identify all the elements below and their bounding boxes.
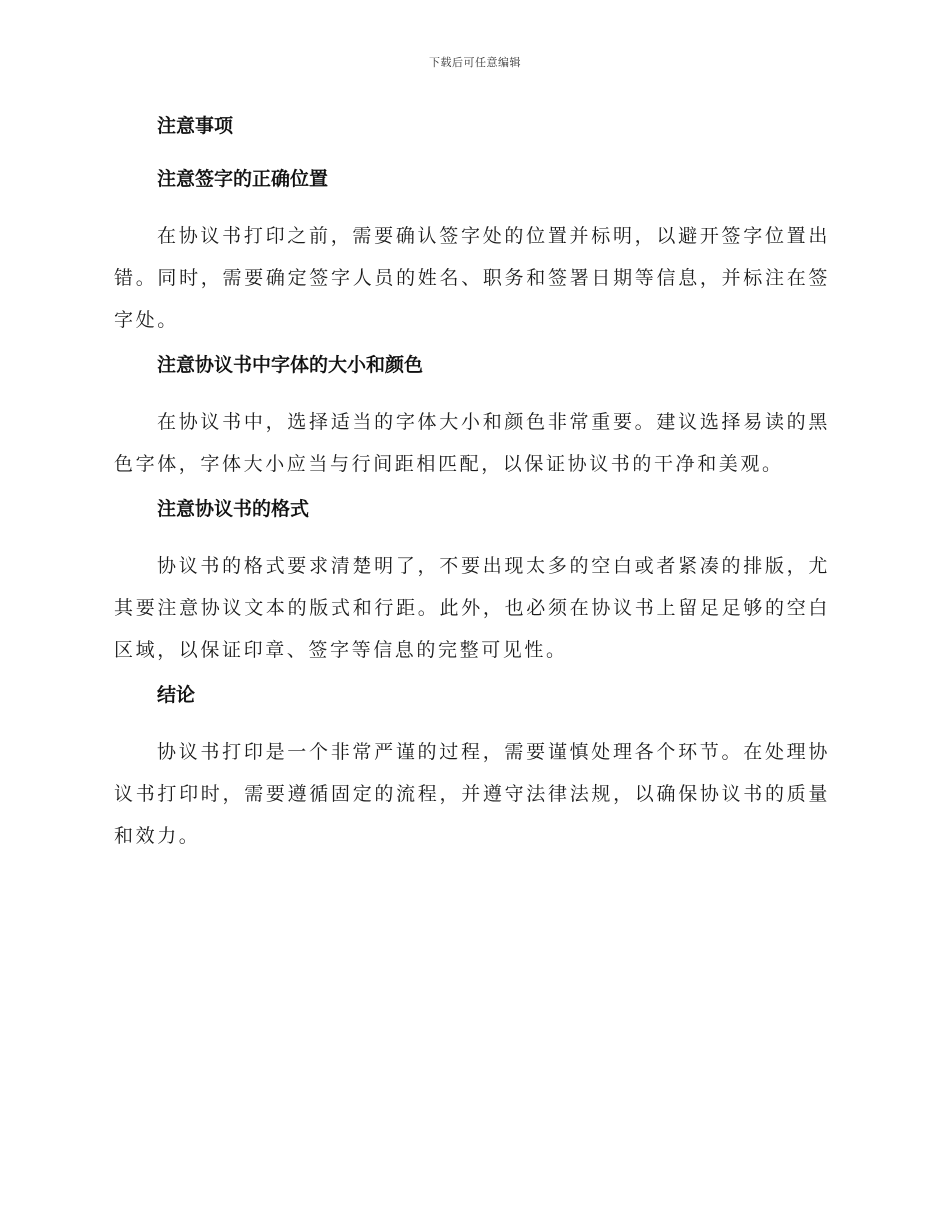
section-heading-conclusion: 结论 bbox=[157, 684, 196, 706]
section-heading-signature-position: 注意签字的正确位置 bbox=[157, 168, 329, 190]
paragraph-format: 协议书的格式要求清楚明了，不要出现太多的空白或者紧凑的排版，尤其要注意协议文本的版式和行距。此外，也必须在协议书上留足足够的空白区域，以保证印章、签字等信息的完整可见性。 bbox=[114, 555, 830, 661]
document-body bbox=[114, 112, 830, 857]
section-heading-format: 注意协议书的格式 bbox=[157, 498, 310, 520]
paragraph-signature-position: 在协议书打印之前，需要确认签字处的位置并标明，以避开签字位置出错。同时，需要确定签字人员的姓名、职务和签署日期等信息，并标注在签字处。 bbox=[114, 225, 830, 331]
paragraph-font: 在协议书中，选择适当的字体大小和颜色非常重要。建议选择易读的黑色字体，字体大小应当与行间距相匹配，以保证协议书的干净和美观。 bbox=[114, 411, 830, 475]
section-heading-font: 注意协议书中字体的大小和颜色 bbox=[157, 354, 424, 376]
paragraph-conclusion: 协议书打印是一个非常严谨的过程，需要谨慎处理各个环节。在处理协议书打印时，需要遵循固定的流程，并遵守法律法规，以确保协议书的质量和效力。 bbox=[114, 741, 830, 847]
header-note: 下载后可任意编辑 bbox=[429, 56, 521, 69]
section-heading-notes: 注意事项 bbox=[157, 115, 234, 137]
